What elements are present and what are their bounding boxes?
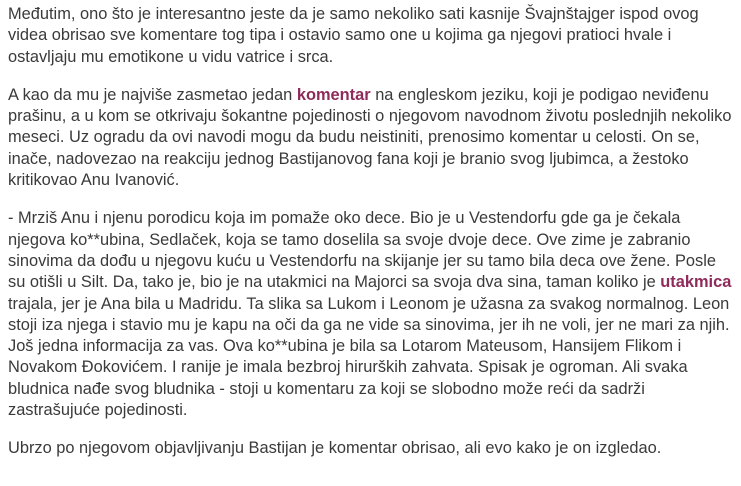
- paragraph-4: Ubrzo po njegovom objavljivanju Bastijan je komentar obrisao, ali evo kako je on izgledao.: [8, 439, 662, 458]
- utakmica-link[interactable]: utakmica: [660, 273, 732, 292]
- paragraph-3-text-start: - Mrziš Anu i njenu porodicu koja im pomaže oko dece. Bio je u Vestendorfu gde ga je čekala njegova ko**ubina, Sedlaček, koja se tamo doselila sa svoje dvoje dece. Ove zime je zabranio sinovima da dođu u njegovu kuću u Vestendorfu na skijanje jer su tamo bila deca ove žene. Posle su otišli u Silt. Da, tako je, bio je na utakmici na Majorci sa svoja dva sina, taman koliko je: [8, 209, 716, 292]
- paragraph-2: [8, 85, 736, 191]
- paragraph-3-quote: [8, 208, 736, 421]
- komentar-link[interactable]: komentar: [296, 85, 371, 104]
- paragraph-2-text-end: na engleskom jeziku, koji je podigao neviđenu prašinu, a u kom se otkrivaju šokantne pojedinosti o njegovom navodnom životu poslednjih nekoliko meseci. Uz ogradu da ovi navodi mogu da budu neistiniti, prenosimo komentar u celosti. On se, inače, nadovezao na reakciju jednog Bastijanovog fana koji je branio svog ljubimca, a žestoko kritikovao Anu Ivanović.: [8, 85, 732, 190]
- article-body: [8, 4, 736, 477]
- paragraph-1: Međutim, ono što je interesantno jeste da je samo nekoliko sati kasnije Švajnštajger ispod ovog videa obrisao sve komentare tog tipa i ostavio samo one u kojima ga njegovi pratioci hvale i ostavljaju mu emotikone u vidu vatrice i srca.: [8, 5, 699, 66]
- paragraph-2-text-start: A kao da mu je najviše zasmetao jedan: [8, 85, 297, 104]
- paragraph-3-text-end: trajala, jer je Ana bila u Madridu. Ta slika sa Lukom i Leonom je užasna za svakog normalnog. Leon stoji iza njega i stavio mu je kapu na oči da ga ne vide sa sinovima, jer ih ne voli, jer ne mari za njih. Još jedna informacija za vas. Ova ko**ubina je bila sa Lotarom Mateusom, Hansijem Flikom i Novakom Đokovićem. I ranije je imala bezbroj hirurških zahvata. Spisak je ogroman. Ali svaka bludnica nađe svog bludnika - stoji u komentaru za koji se slobodno može reći da sadrži zastrašujuće pojedinosti.: [8, 294, 730, 420]
